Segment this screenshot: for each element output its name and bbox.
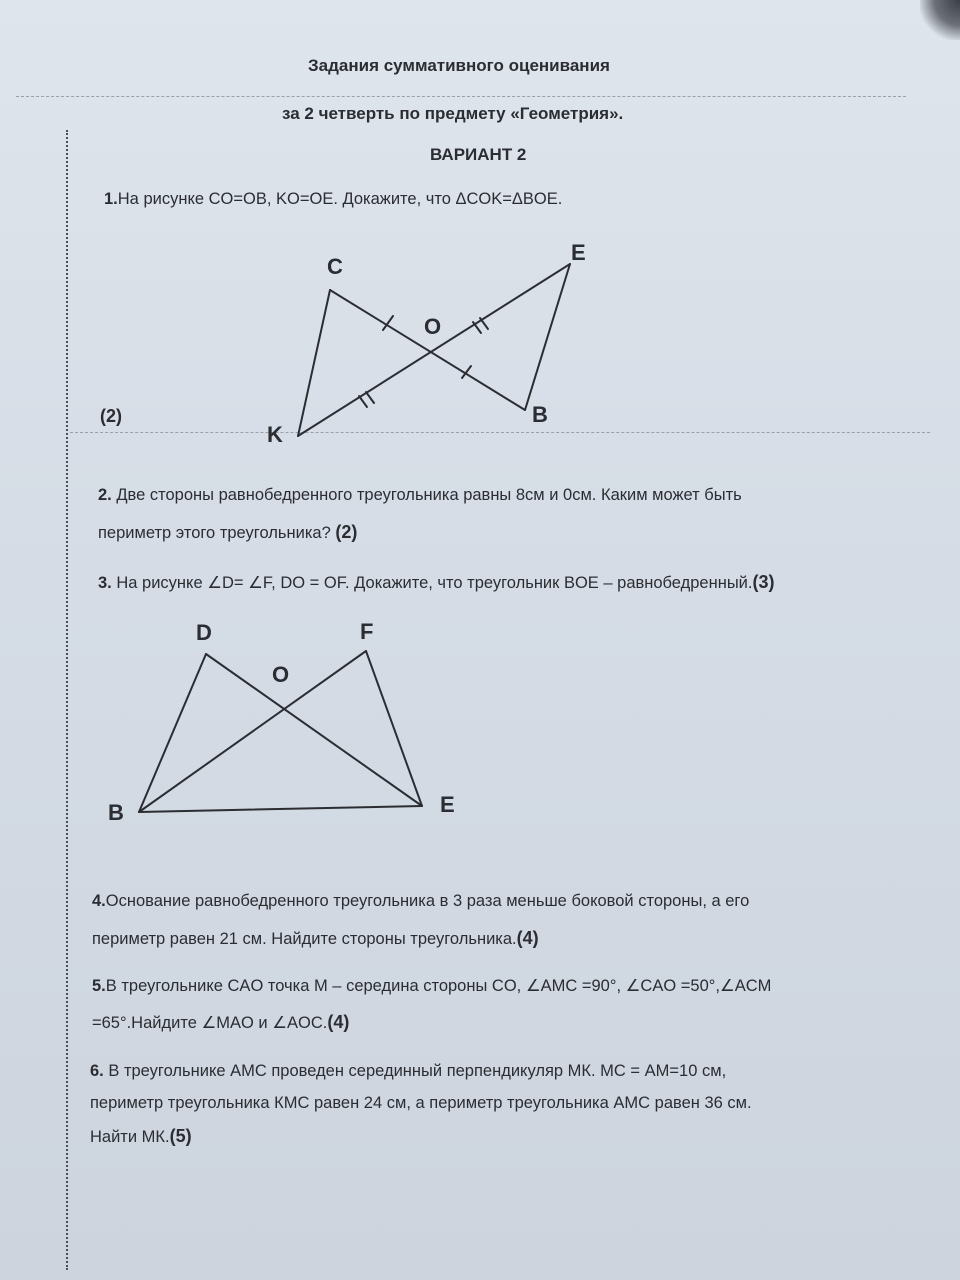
task-6-number: 6.	[90, 1062, 104, 1080]
tick-mark-ko	[359, 396, 367, 407]
segment-fe	[366, 651, 422, 806]
segment-ck	[298, 290, 330, 436]
segment-ke	[298, 264, 570, 436]
task-1-number: 1.	[104, 190, 118, 208]
task-4-line-2: периметр равен 21 см. Найдите стороны треугольника.(4)	[92, 928, 539, 948]
task-5-line-2: =65°.Найдите ∠MAO и ∠AOC.(4)	[92, 1012, 350, 1032]
segment-eb	[525, 264, 570, 410]
task-2-number: 2.	[98, 486, 112, 504]
task-3-number: 3.	[98, 574, 112, 592]
task-2-score: (2)	[335, 522, 358, 542]
task-2-line-2: периметр этого треугольника? (2)	[98, 522, 358, 542]
point-label-o: O	[424, 314, 442, 339]
point-label-b: B	[532, 402, 548, 427]
segment-de	[206, 654, 422, 806]
task-2-line-1: 2. Две стороны равнобедренного треугольника равны 8см и 0см. Каким может быть	[98, 486, 742, 504]
task-1-text: На рисунке CO=OB, KO=OE. Докажите, что ΔCOK=ΔBOE.	[117, 190, 563, 208]
task-6-line-3: Найти МК.(5)	[90, 1126, 192, 1146]
tick-mark-oe	[480, 318, 488, 329]
point-label-k: K	[267, 422, 283, 447]
task-4-score: (4)	[516, 928, 539, 948]
task-5-line-1: 5.В треугольнике CAO точка M – середина стороны CO, ∠AMC =90°, ∠CAO =50°,∠ACM	[92, 977, 772, 995]
task-5-number: 5.	[92, 977, 106, 995]
task-6-line-2: периметр треугольника КМС равен 24 см, а периметр треугольника АМС равен 36 см.	[90, 1094, 752, 1112]
task-4-number: 4.	[92, 892, 106, 910]
task-3: 3. На рисунке ∠D= ∠F, DO = OF. Докажите, что треугольник BOE – равнобедренный.(3)	[98, 572, 775, 592]
task-5-score: (4)	[327, 1012, 350, 1032]
title-line-2: за 2 четверть по предмету «Геометрия».	[282, 104, 624, 123]
task-3-score: (3)	[752, 572, 775, 592]
point-label-o2: O	[272, 662, 290, 687]
point-label-e2: E	[440, 792, 455, 817]
point-label-e: E	[571, 240, 586, 265]
title-line-1: Задания суммативного оценивания	[308, 56, 610, 75]
tick-mark-ko	[366, 392, 374, 403]
point-label-f: F	[360, 619, 374, 644]
point-label-b2: B	[108, 800, 124, 825]
task-1-score: (2)	[100, 406, 122, 426]
task-6-score: (5)	[169, 1126, 192, 1146]
point-label-c: C	[327, 254, 343, 279]
segment-cb	[330, 290, 525, 410]
task-4-line-1: 4.Основание равнобедренного треугольника в 3 раза меньше боковой стороны, а его	[92, 892, 750, 910]
variant-heading: ВАРИАНТ 2	[430, 145, 527, 164]
point-label-d: D	[196, 620, 212, 645]
task-6-line-1: 6. В треугольнике АМС проведен серединный перпендикуляр МК. МС = АМ=10 см,	[90, 1062, 727, 1080]
segment-be	[139, 806, 422, 812]
